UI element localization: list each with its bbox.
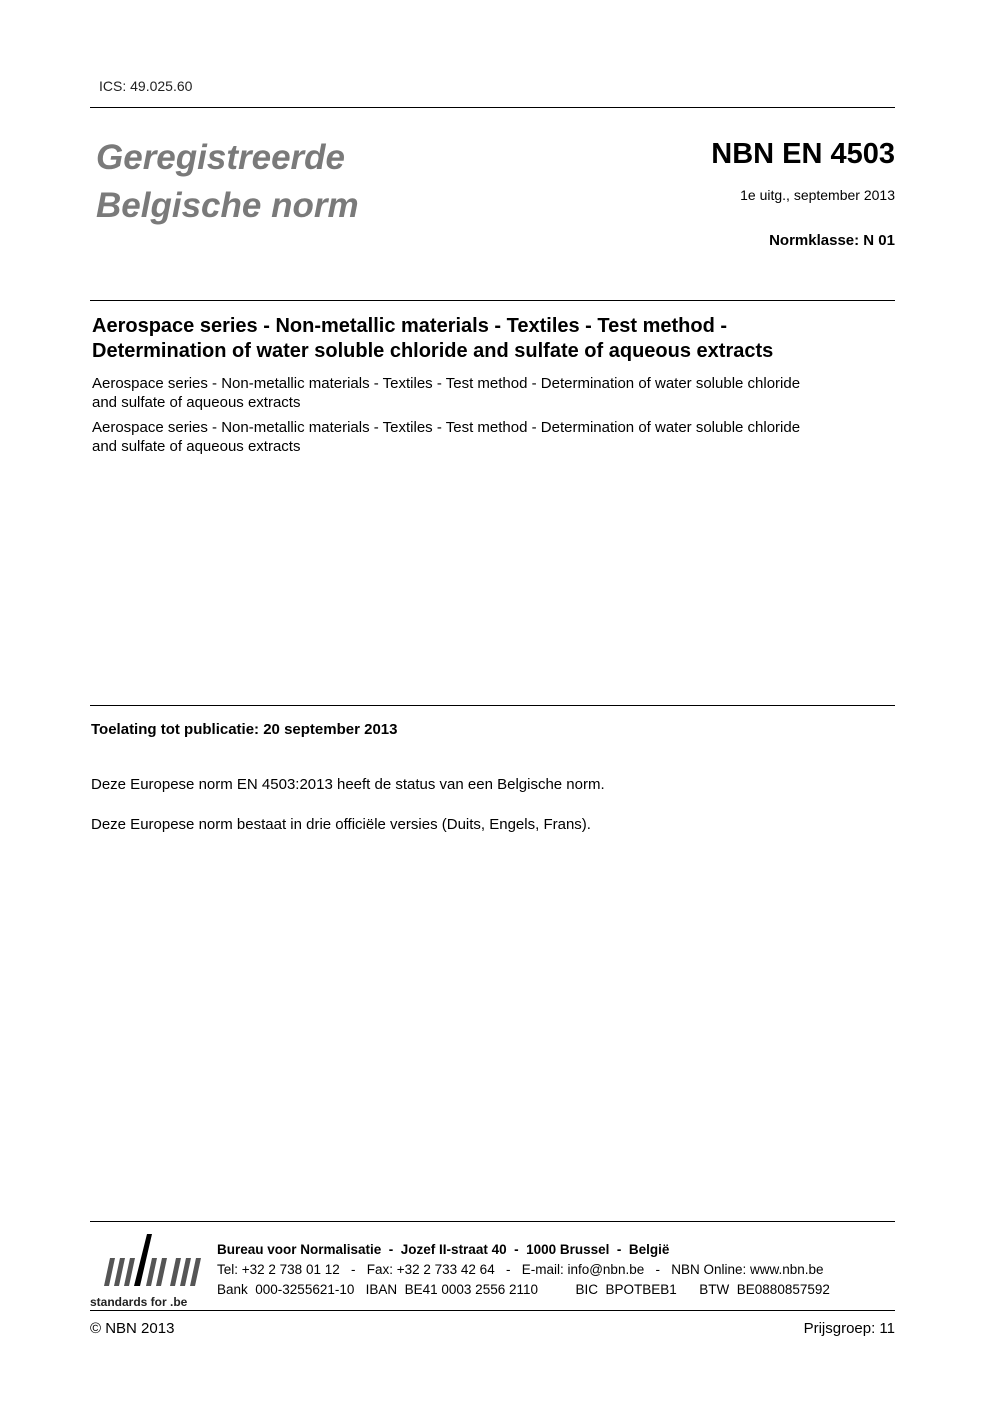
footer-address: Bureau voor Normalisatie - Jozef II-straat 40 - 1000 Brussel - België <box>217 1242 670 1257</box>
nbn-logo-mark <box>90 1232 205 1288</box>
title-line2: Determination of water soluble chloride and sulfate of aqueous extracts <box>92 340 774 362</box>
alt-title-1 <box>92 374 800 412</box>
norm-number: NBN EN 4503 <box>711 138 895 170</box>
alt-title-line: and sulfate of aqueous extracts <box>92 394 301 411</box>
divider <box>90 107 895 108</box>
status-paragraph: Deze Europese norm EN 4503:2013 heeft de status van een Belgische norm. <box>91 776 605 793</box>
approval-date: Toelating tot publicatie: 20 september 2013 <box>91 721 398 738</box>
alt-title-2 <box>92 418 800 456</box>
alt-title-line: and sulfate of aqueous extracts <box>92 438 301 455</box>
document-title <box>92 314 773 364</box>
copyright: © NBN 2013 <box>90 1320 175 1337</box>
edition: 1e uitg., september 2013 <box>740 187 895 203</box>
versions-paragraph: Deze Europese norm bestaat in drie officiële versies (Duits, Engels, Frans). <box>91 816 591 833</box>
heading-line1: Geregistreerde <box>96 138 346 177</box>
divider <box>90 300 895 301</box>
divider <box>90 1221 895 1222</box>
ics-code: ICS: 49.025.60 <box>99 78 193 94</box>
divider <box>90 705 895 706</box>
logo-tagline: standards for .be <box>90 1295 188 1309</box>
norm-class: Normklasse: N 01 <box>769 232 895 249</box>
alt-title-line: Aerospace series - Non-metallic materials - Textiles - Test method - Determination of water soluble chloride <box>92 375 801 392</box>
footer-bank: Bank 000-3255621-10 IBAN BE41 0003 2556 2110 BIC BPOTBEB1 BTW BE0880857592 <box>217 1282 830 1297</box>
title-line1: Aerospace series - Non-metallic materials - Textiles - Test method - <box>92 315 728 337</box>
alt-title-line: Aerospace series - Non-metallic materials - Textiles - Test method - Determination of water soluble chloride <box>92 419 801 436</box>
price-group: Prijsgroep: 11 <box>803 1320 895 1337</box>
divider <box>90 1310 895 1311</box>
footer-contact: Tel: +32 2 738 01 12 - Fax: +32 2 733 42 64 - E-mail: info@nbn.be - NBN Online: www.nbn.be <box>217 1262 824 1277</box>
heading-line2: Belgische norm <box>96 186 359 225</box>
nbn-logo <box>90 1232 205 1309</box>
